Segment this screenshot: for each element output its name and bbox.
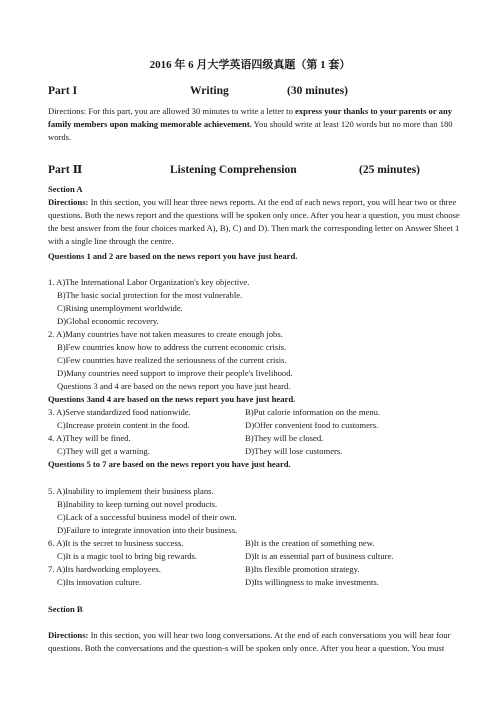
section-b-heading: Section B	[48, 604, 83, 614]
part1-directions-lead: Directions: For this part, you are allowed 30 minutes to write a letter to	[48, 106, 296, 116]
questions-1-2-header: Questions 1 and 2 are based on the news report you have just heard.	[48, 251, 298, 261]
q5-option-a: 5. A)Inability to implement their business plans.	[48, 486, 214, 496]
q2-option-d: D)Many countries need support to improve their people's livelihood.	[57, 368, 293, 378]
q4-option-a: 4. A)They will be fined.	[48, 433, 131, 443]
part1-directions-task: express your thanks to your parents or any family members upon making memorable achievement.	[48, 106, 453, 129]
q3-option-c: C)Increase protein content in the food.	[57, 420, 190, 430]
section-b-directions-text: In this section, you will hear two long conversations. At the end of each conversations you will hear four questions. Both the conversations and the question-s will be spoken only once. After you hear a question. You must	[48, 630, 451, 653]
q7-option-b: B)Its flexible promotion strategy.	[245, 564, 360, 574]
questions-3-4-plain-header: Questions 3 and 4 are based on the news report you have just heard.	[57, 381, 291, 391]
part1-time: (30 minutes)	[287, 85, 349, 97]
q4-option-c: C)They will get a warning.	[57, 446, 150, 456]
q7-option-c: C)Its innovation culture.	[57, 577, 142, 587]
q3-option-a: 3. A)Serve standardized food nationwide.	[48, 407, 191, 417]
q1-option-a: 1. A)The International Labor Organization's key objective.	[48, 277, 250, 287]
questions-5-7-header: Questions 5 to 7 are based on the news report you have just heard.	[48, 459, 291, 469]
q3-option-d: D)Offer convenient food to customers.	[245, 420, 379, 430]
section-a-directions-label: Directions:	[48, 197, 89, 207]
section-a-heading: Section A	[48, 184, 83, 194]
part1-directions-tail: You should write at least 120 words but no more than 180 words.	[48, 119, 453, 142]
part2-name: Listening Comprehension	[170, 164, 297, 176]
q6-option-a: 6. A)It is the secret to business success.	[48, 538, 184, 548]
q2-option-c: C)Few countries have realized the seriousness of the current crisis.	[57, 355, 287, 365]
section-a-directions	[48, 196, 466, 248]
part1-directions	[48, 105, 466, 144]
q5-option-b: B)Inability to keep turning out novel products.	[57, 499, 218, 509]
document-title: 2016 年 6 月大学英语四级真题（第 1 套）	[149, 59, 351, 71]
questions-3-4-header: Questions 3and 4 are based on the news report you have just heard.	[48, 394, 296, 404]
q3-option-b: B)Put calorie information on the menu.	[245, 407, 381, 417]
q1-option-b: B)The basic social protection for the most vulnerable.	[57, 290, 243, 300]
q5-option-c: C)Lack of a successful business model of their own.	[57, 512, 237, 522]
part2-time: (25 minutes)	[359, 164, 421, 176]
q2-option-b: B)Few countries know how to address the current economic crisis.	[57, 342, 287, 352]
part2-label: Part Ⅱ	[48, 164, 83, 176]
q1-option-d: D)Global economic recovery.	[57, 316, 159, 326]
q5-option-d: D)Failure to integrate innovation into their business.	[57, 525, 238, 535]
part1-name: Writing	[190, 85, 229, 97]
section-a-directions-text: In this section, you will hear three news reports. At the end of each news report, you will hear two or three questions. Both the news report and the questions will be spoken only once. After you hear a question, you must choose the best answer from the four choices marked A), B), C) and D). Then mark the corresponding letter on Answer Sheet 1 with a single line through the centre.	[48, 197, 460, 246]
q6-option-b: B)It is the creation of something new.	[245, 538, 375, 548]
q7-option-d: D)Its willingness to make investments.	[245, 577, 379, 587]
section-b-directions-label: Directions:	[48, 630, 89, 640]
q6-option-d: D)It is an essential part of business culture.	[245, 551, 394, 561]
q4-option-d: D)They will lose customers.	[245, 446, 343, 456]
q6-option-c: C)It is a magic tool to bring big rewards.	[57, 551, 198, 561]
q4-option-b: B)They will be closed.	[245, 433, 324, 443]
q7-option-a: 7. A)Its hardworking employees.	[48, 564, 161, 574]
part1-label: Part I	[48, 85, 78, 97]
q1-option-c: C)Rising unemployment worldwide.	[57, 303, 183, 313]
section-b-directions	[48, 629, 466, 655]
q2-option-a: 2. A)Many countries have not taken measures to create enough jobs.	[48, 329, 283, 339]
